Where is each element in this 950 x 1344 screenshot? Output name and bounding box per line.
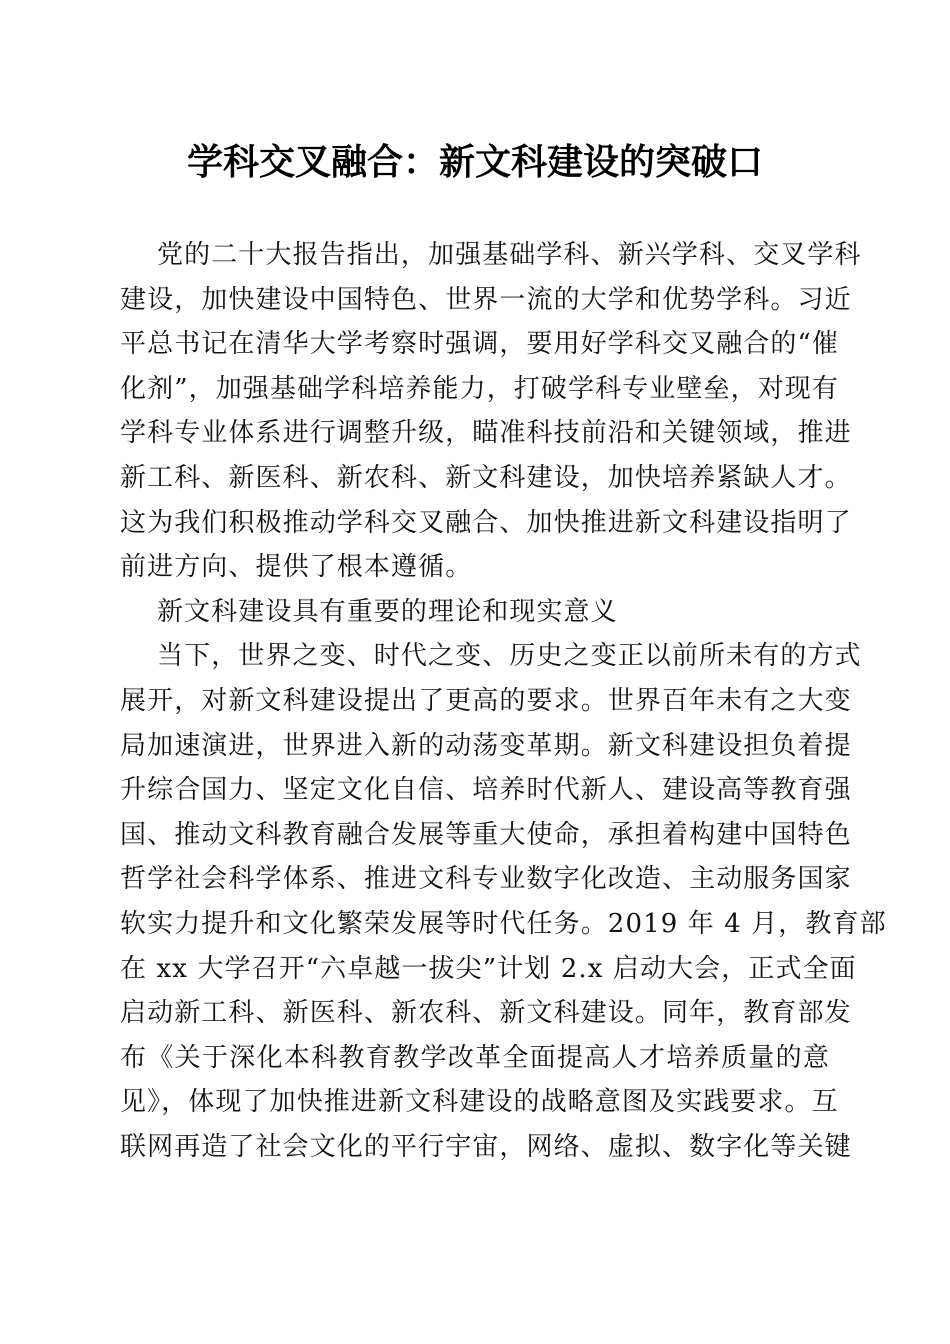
- text-line: 局加速演进，世界进入新的动荡变革期。新文科建设担负着提: [120, 730, 852, 761]
- text-line: 当下，世界之变、时代之变、历史之变正以前所未有的方式: [157, 641, 862, 672]
- text-line: 这为我们积极推动学科交叉融合、加快推进新文科建设指明了: [120, 507, 852, 538]
- text-line: 化剂”，加强基础学科培养能力，打破学科专业壁垒，对现有: [120, 373, 839, 404]
- text-line: 启动新工科、新医科、新农科、新文科建设。同年，教育部发: [120, 998, 852, 1029]
- text-line: 学科专业体系进行调整升级，瞄准科技前沿和关键领域，推进: [120, 418, 852, 449]
- text-line: 哲学社会科学体系、推进文科专业数字化改造、主动服务国家: [120, 864, 852, 895]
- text-line: 建设，加快建设中国特色、世界一流的大学和优势学科。习近: [120, 284, 852, 315]
- text-line: 在 xx 大学召开“六卓越一拔尖”计划 2.x 启动大会，正式全面: [120, 953, 857, 984]
- text-line: 党的二十大报告指出，加强基础学科、新兴学科、交叉学科: [157, 240, 862, 270]
- text-line: 联网再造了社会文化的平行宇宙，网络、虚拟、数字化等关键: [120, 1131, 852, 1162]
- section-heading: 新文科建设具有重要的理论和现实意义: [157, 596, 618, 627]
- text-line: 软实力提升和文化繁荣发展等时代任务。2019 年 4 月，教育部: [120, 908, 887, 939]
- text-line: 布《关于深化本科教育教学改革全面提高人才培养质量的意: [120, 1042, 830, 1073]
- text-line: 见》，体现了加快推进新文科建设的战略意图及实践要求。互: [120, 1087, 839, 1118]
- document-title: 学科交叉融合：新文科建设的突破口: [186, 141, 763, 183]
- text-line: 国、推动文科教育融合发展等重大使命，承担着构建中国特色: [120, 819, 852, 850]
- text-line: 新工科、新医科、新农科、新文科建设，加快培养紧缺人才。: [120, 462, 852, 493]
- text-line: 平总书记在清华大学考察时强调，要用好学科交叉融合的“催: [120, 329, 839, 360]
- text-line: 展开，对新文科建设提出了更高的要求。世界百年未有之大变: [120, 685, 852, 716]
- text-line: 升综合国力、坚定文化自信、培养时代新人、建设高等教育强: [120, 775, 852, 806]
- document-body: [120, 233, 887, 1169]
- text-line: 前进方向、提供了根本遵循。: [120, 552, 473, 583]
